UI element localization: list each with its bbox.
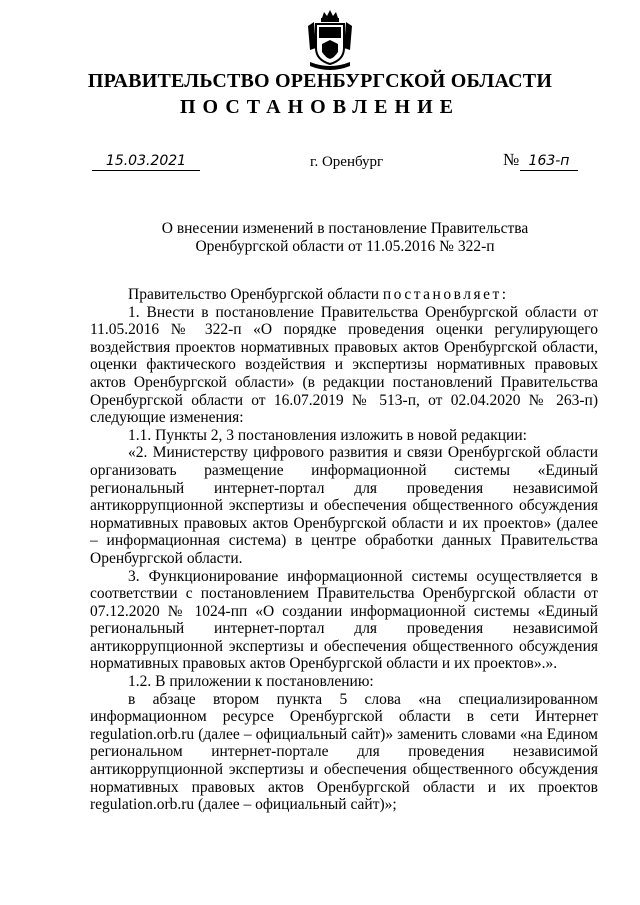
intro-text: Правительство Оренбургской области bbox=[128, 286, 380, 303]
body-paragraph-intro bbox=[90, 286, 598, 304]
document-subject bbox=[90, 220, 600, 256]
document-number: 163-п bbox=[520, 152, 578, 171]
coat-of-arms-emblem bbox=[300, 8, 360, 70]
body-paragraph: 3. Функционирование информационной системы осуществляется в соответствии с постановлением Правительства Оренбургской области от 07.12.2020 № 1024-пп «О создании информационной системы «Единый региональный интернет-портал для проведения независимой антикоррупционной экспертизы и обеспечения общественного обсуждения нормативных правовых актов Оренбургской области и их проектов».». bbox=[90, 567, 598, 673]
intro-colon: : bbox=[501, 286, 507, 303]
subject-line: Оренбургской области от 11.05.2016 № 322-п bbox=[195, 238, 495, 255]
document-date: 15.03.2021 bbox=[92, 152, 200, 171]
document-number-label: № bbox=[503, 150, 520, 169]
subject-line: О внесении изменений в постановление Правительства bbox=[161, 220, 529, 237]
intro-decree-word: постановляет bbox=[382, 286, 502, 303]
body-paragraph: 1.1. Пункты 2, 3 постановления изложить в новой редакции: bbox=[128, 426, 527, 444]
body-paragraph: 1. Внести в постановление Правительства Оренбургской области от 11.05.2016 № 322-п «О порядке проведения оценки регулирующего воздействия проектов нормативных правовых актов Оренбургской области, оценки фактического воздействия и экспертизы нормативных правовых актов Оренбургской области» (в редакции постановлений Правительства Оренбургской области от 16.07.2019 № 513-п, от 02.04.2020 № 263-п) следующие изменения: bbox=[90, 303, 598, 427]
body-paragraph: «2. Министерству цифрового развития и связи Оренбургской области организовать размещение информационной системы «Единый региональный интернет-портал для проведения независимой антикоррупционной экспертизы и обеспечения общественного обсуждения нормативных правовых актов Оренбургской области и их проектов» (далее – информационная система) в центре обработки данных Правительства Оренбургской области. bbox=[90, 444, 598, 567]
body-paragraph: 1.2. В приложении к постановлению: bbox=[128, 673, 374, 691]
body-paragraph: в абзаце втором пункта 5 слова «на специализированном информационном ресурсе Оренбургской области в сети Интернет regulation.orb.ru (далее – официальный сайт)» заменить словами «на Едином региональном интернет-портале для проведения независимой антикоррупционной экспертизы и обеспечения общественного обсуждения нормативных правовых актов Оренбургской области и их проектов regulation.orb.ru (далее – официальный сайт)»; bbox=[90, 690, 598, 814]
organization-title: ПРАВИТЕЛЬСТВО ОРЕНБУРГСКОЙ ОБЛАСТИ bbox=[87, 70, 553, 92]
document-type-title: ПОСТАНОВЛЕНИЕ bbox=[180, 96, 460, 118]
document-body bbox=[90, 286, 598, 814]
document-city: г. Оренбург bbox=[310, 154, 384, 170]
